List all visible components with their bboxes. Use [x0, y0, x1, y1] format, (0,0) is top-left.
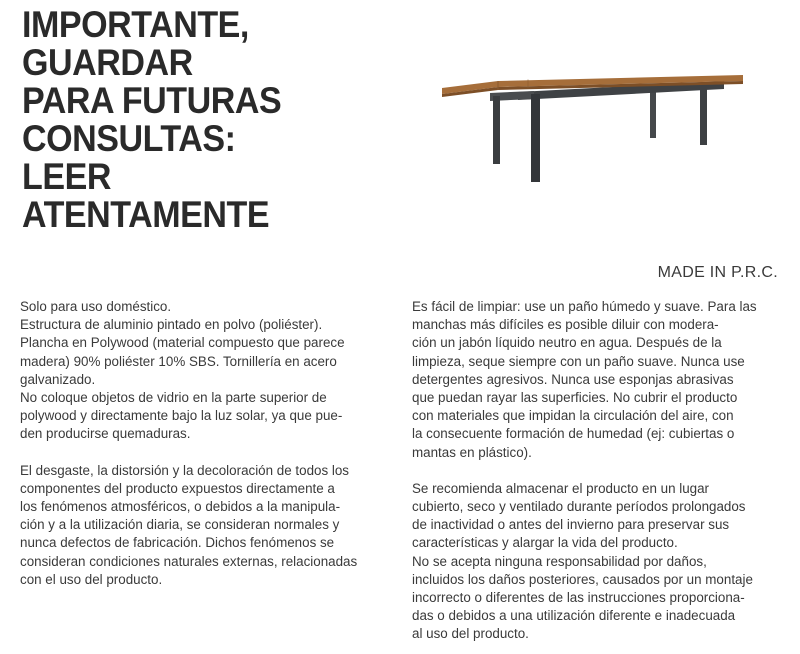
text-line: características y alargar la vida del producto.: [412, 535, 678, 551]
title-line: LEER: [22, 156, 111, 197]
text-line: detergentes agresivos. Nunca use esponjas abrasivas: [412, 371, 734, 387]
text-line: consideran condiciones naturales externas, relacionadas: [20, 553, 358, 569]
usage-paragraph: [20, 298, 392, 444]
text-line: madera) 90% poliéster 10% SBS. Tornillería en acero: [20, 353, 337, 369]
text-line: la consecuente formación de humedad (ej: cubiertas o: [412, 426, 735, 442]
text-line: incorrecto o diferentes de las instrucciones proporciona-: [412, 590, 745, 606]
text-line: cubierto, seco y ventilado durante períodos prolongados: [412, 499, 746, 515]
text-line: mantas en plástico).: [412, 444, 532, 460]
text-line: ción y a la utilización diaria, se consideran normales y: [20, 517, 340, 533]
text-line: No coloque objetos de vidrio en la parte superior de: [20, 390, 327, 406]
text-line: al uso del producto.: [412, 626, 529, 642]
text-line: con el uso del producto.: [20, 571, 163, 587]
text-line: los fenómenos atmosféricos, o debidos a la manipula-: [20, 499, 341, 515]
text-line: polywood y directamente bajo la luz solar, ya que pue-: [20, 408, 343, 424]
text-line: limpieza, seque siempre con un paño suave. Nunca use: [412, 353, 745, 369]
text-line: Estructura de aluminio pintado en polvo (poliéster).: [20, 317, 323, 333]
page-title: [22, 6, 281, 234]
text-line: Plancha en Polywood (material compuesto que parece: [20, 335, 345, 351]
title-line: IMPORTANTE,: [22, 4, 249, 45]
text-line: den producirse quemaduras.: [20, 426, 191, 442]
cleaning-paragraph: [412, 298, 786, 462]
text-line: incluidos los daños posteriores, causados por un montaje: [412, 571, 753, 587]
text-line: No se acepta ninguna responsabilidad por daños,: [412, 553, 707, 569]
title-line: GUARDAR: [22, 42, 193, 83]
left-column: [20, 298, 392, 589]
text-line: nunca defectos de fabricación. Dichos fenómenos se: [20, 535, 335, 551]
text-line: que puedan rayar las superficies. No cubrir el producto: [412, 390, 738, 406]
title-line: ATENTAMENTE: [22, 194, 270, 235]
made-in-label: MADE IN P.R.C.: [657, 264, 778, 281]
text-line: ción un jabón líquido neutro en agua. Después de la: [412, 335, 722, 351]
storage-paragraph: [412, 480, 786, 644]
text-line: componentes del producto expuestos directamente a: [20, 480, 335, 496]
extendable-table-image: [438, 60, 748, 190]
text-line: Se recomienda almacenar el producto en un lugar: [412, 480, 710, 496]
title-line: PARA FUTURAS: [22, 80, 282, 121]
table-leg: [531, 94, 540, 182]
text-line: con materiales que impidan la circulación del aire, con: [412, 408, 734, 424]
title-line: CONSULTAS:: [22, 118, 236, 159]
text-line: de inactividad o antes del invierno para preservar sus: [412, 517, 730, 533]
table-leg: [650, 86, 656, 138]
right-column: [412, 298, 786, 644]
text-line: Solo para uso doméstico.: [20, 299, 172, 314]
text-line: Es fácil de limpiar: use un paño húmedo y suave. Para las: [412, 299, 757, 314]
text-line: galvanizado.: [20, 371, 96, 387]
wear-paragraph: [20, 462, 392, 589]
text-line: manchas más difíciles es posible diluir con modera-: [412, 317, 719, 333]
table-leg: [700, 83, 707, 145]
text-line: El desgaste, la distorsión y la decoloración de todos los: [20, 462, 350, 478]
text-line: das o debidos a una utilización diferente e inadecuada: [412, 608, 736, 624]
table-leg: [493, 96, 500, 164]
